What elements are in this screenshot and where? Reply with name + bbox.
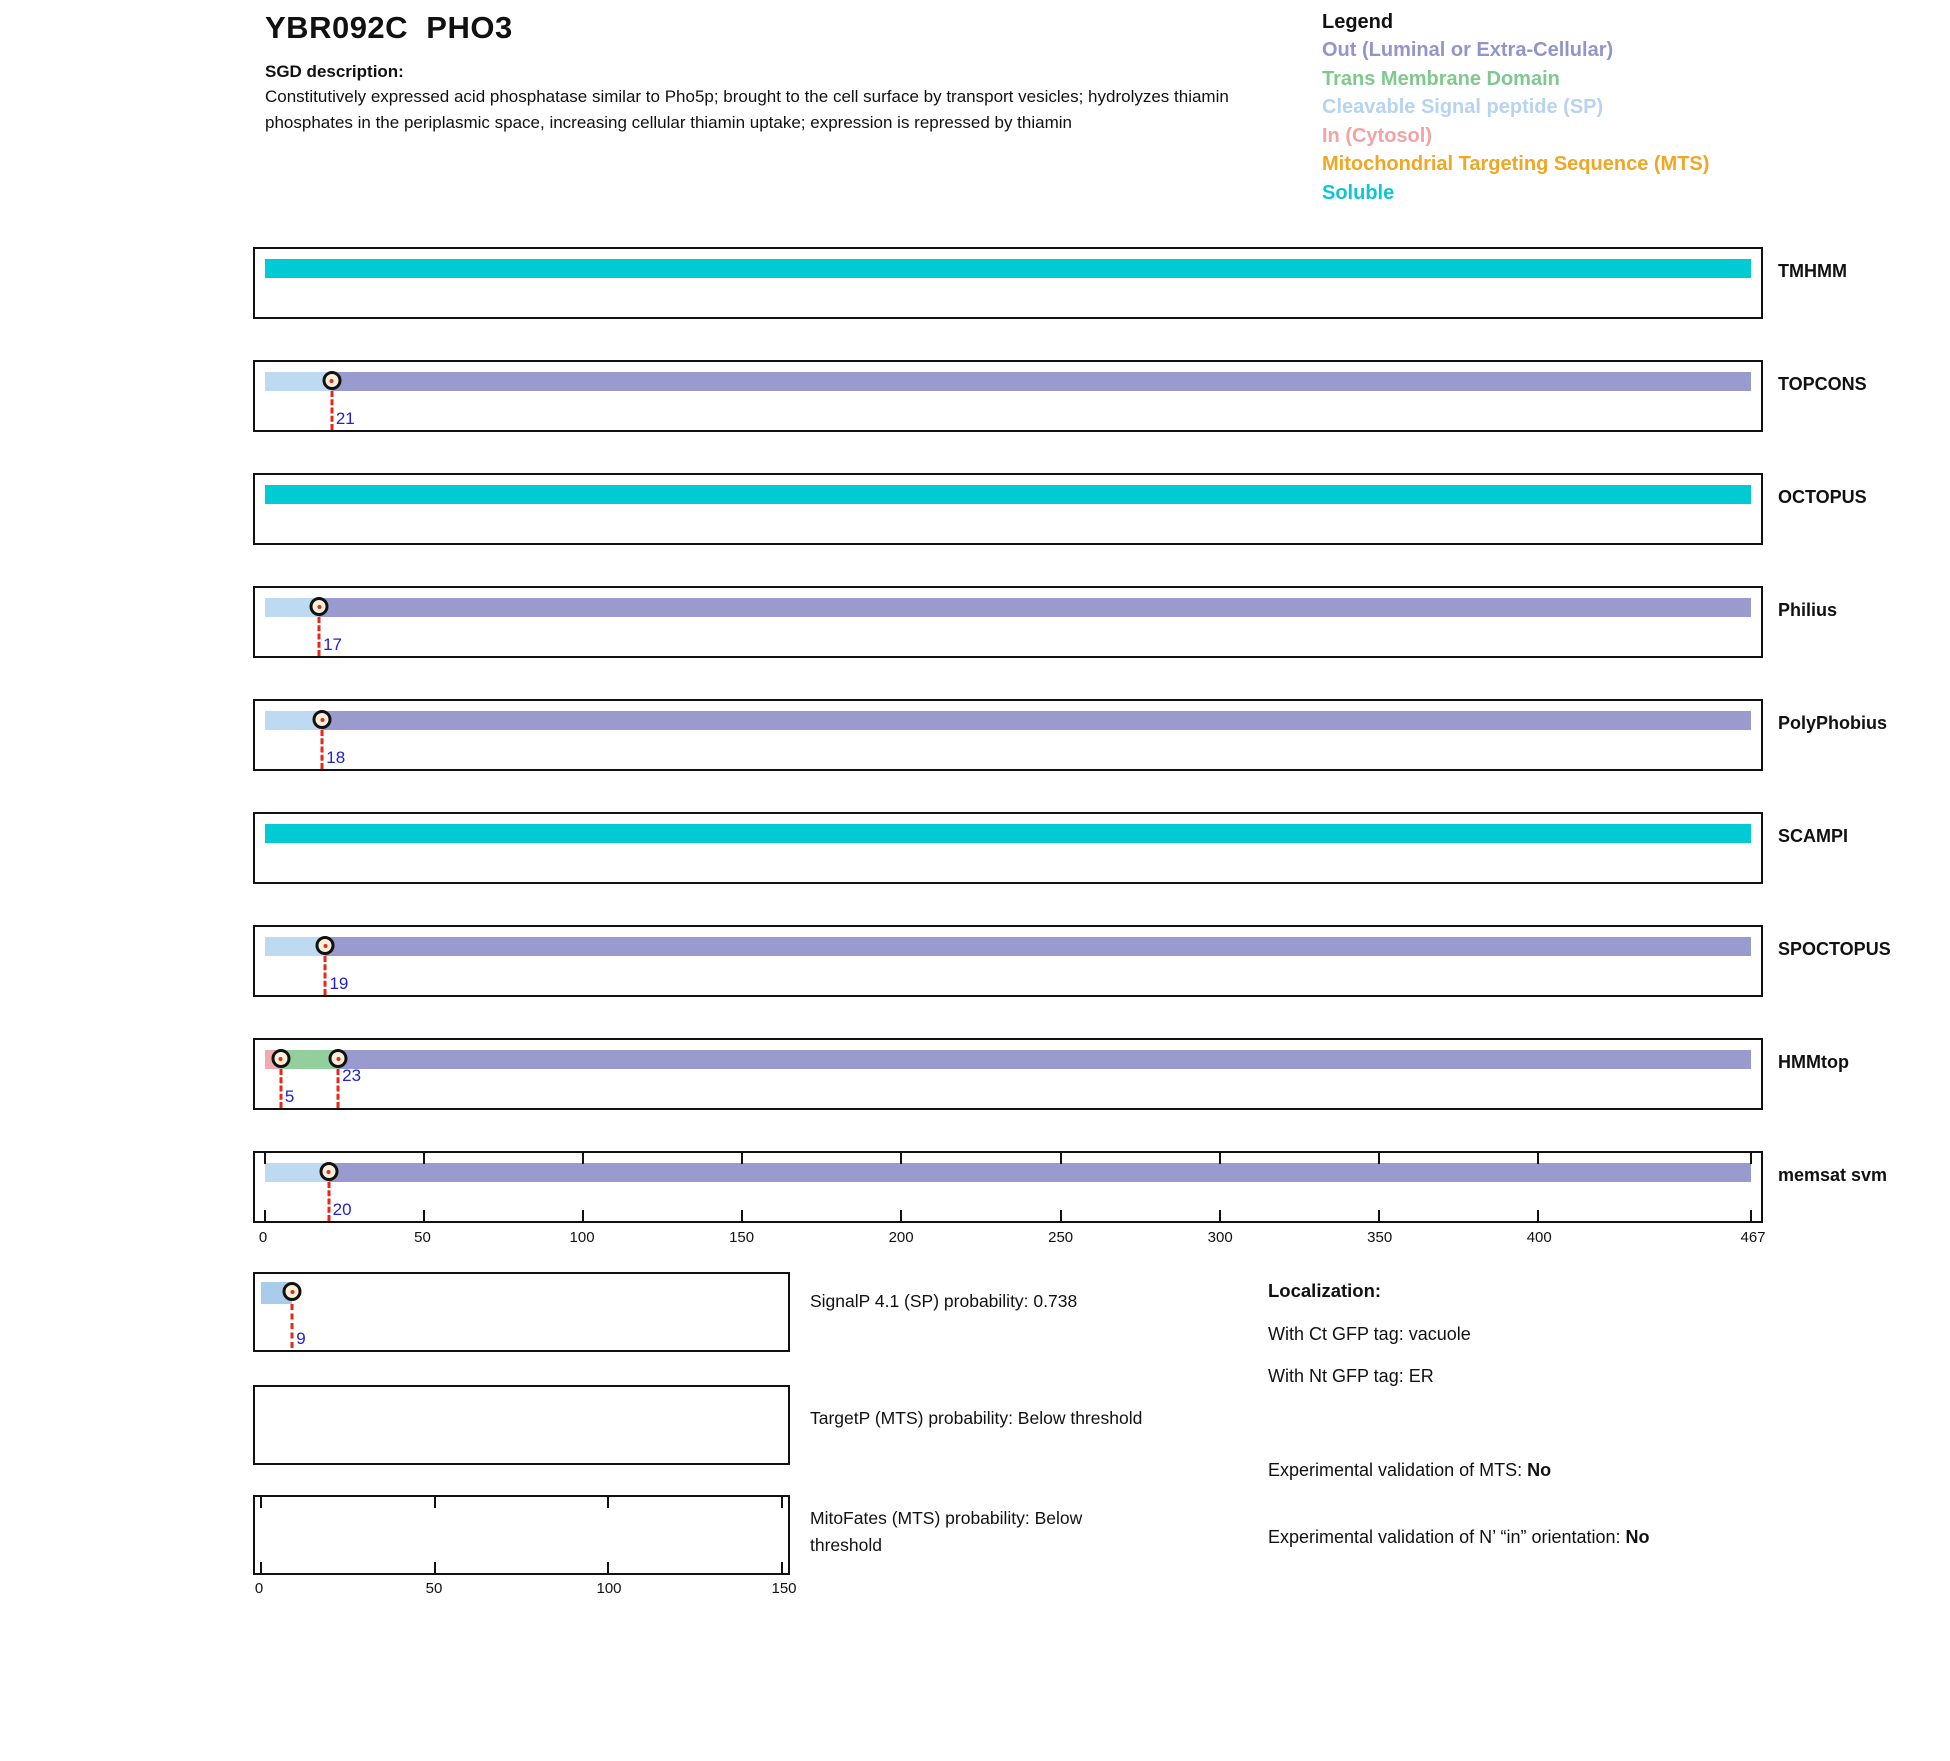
marker-position-label: 9 — [296, 1329, 306, 1348]
cleavage-site-marker-icon — [310, 597, 329, 616]
cleavage-site-marker-icon — [316, 936, 335, 955]
scale-tick — [900, 1210, 902, 1221]
scale-tick — [434, 1562, 436, 1573]
track-label: TOPCONS — [1778, 374, 1867, 394]
plot-box-signalp — [253, 1272, 790, 1352]
mts-validation-label: Experimental validation of MTS: — [1268, 1460, 1528, 1480]
nin-validation-line — [1268, 1527, 1650, 1548]
nin-validation-value: No — [1625, 1527, 1650, 1547]
marker-center-dot — [323, 944, 327, 948]
legend-item-out: Out (Luminal or Extra-Cellular) — [1322, 39, 1614, 61]
track-scale — [265, 362, 1751, 430]
track-row-memsat-svm — [253, 1151, 1950, 1223]
track-scale — [265, 701, 1751, 769]
plot-caption-mitofates: MitoFates (MTS) probability: Below threshold — [810, 1508, 1083, 1555]
plot-caption-signalp: SignalP 4.1 (SP) probability: 0.738 — [810, 1291, 1078, 1311]
localization-nt-line: With Nt GFP tag: ER — [1268, 1366, 1434, 1386]
axis-tick-label: 50 — [414, 1229, 431, 1246]
axis-tick-label: 350 — [1367, 1229, 1393, 1246]
plot-scale — [261, 1387, 782, 1463]
cleavage-site-marker-icon — [322, 371, 341, 390]
track-row-tmhmm — [253, 247, 1950, 319]
track-label: memsat svm — [1778, 1165, 1888, 1185]
track-box — [253, 473, 1763, 545]
track-row-philius — [253, 586, 1950, 658]
marker-drop-line — [337, 1069, 340, 1108]
scale-tick — [1750, 1153, 1752, 1164]
legend-heading: Legend — [1322, 11, 1394, 33]
scale-tick — [1378, 1210, 1380, 1221]
marker-position-label: 17 — [323, 635, 343, 654]
marker-drop-line — [321, 730, 324, 769]
scale-tick — [260, 1562, 262, 1573]
marker-position-label: 19 — [329, 974, 349, 993]
cleavage-site-marker-icon — [283, 1282, 302, 1301]
marker-drop-line — [318, 617, 321, 656]
segment-soluble — [265, 824, 1751, 843]
cleavage-site-marker-icon — [313, 710, 332, 729]
scale-tick — [1750, 1210, 1752, 1221]
scale-tick — [264, 1153, 266, 1164]
localization-ct-line: With Ct GFP tag: vacuole — [1268, 1324, 1471, 1344]
axis-tick-label: 400 — [1526, 1229, 1552, 1246]
axis-tick-label: 467 — [1740, 1229, 1766, 1246]
track-box — [253, 699, 1763, 771]
legend-item-in: In (Cytosol) — [1322, 124, 1432, 147]
legend — [1322, 8, 1709, 207]
marker-position-label: 5 — [284, 1087, 295, 1106]
localization-heading: Localization: — [1268, 1280, 1382, 1301]
sgd-description-heading: SGD description: — [265, 62, 404, 81]
scale-tick — [434, 1497, 436, 1508]
track-box — [253, 360, 1763, 432]
marker-center-dot — [327, 1170, 331, 1174]
segment-out — [329, 1163, 1751, 1182]
bottom-axis-tick-label: 0 — [254, 1580, 264, 1597]
axis-tick-label: 300 — [1207, 1229, 1233, 1246]
plot-box-mitofates — [253, 1495, 790, 1575]
scale-tick — [1060, 1210, 1062, 1221]
track-box — [253, 812, 1763, 884]
mts-validation-line — [1268, 1460, 1551, 1481]
legend-item-soluble: Soluble — [1322, 181, 1395, 204]
track-scale — [265, 814, 1751, 882]
axis-tick-label: 100 — [569, 1229, 595, 1246]
segment-out — [338, 1050, 1751, 1069]
bottom-axis-tick-label: 150 — [771, 1580, 797, 1597]
marker-position-label: 18 — [326, 748, 346, 767]
scale-tick — [582, 1153, 584, 1164]
page-title: YBR092C PHO3 — [265, 10, 513, 45]
marker-drop-line — [324, 956, 327, 995]
marker-center-dot — [330, 379, 334, 383]
track-row-topcons — [253, 360, 1950, 432]
scale-tick — [781, 1497, 783, 1508]
track-row-scampi — [253, 812, 1950, 884]
legend-item-tm: Trans Membrane Domain — [1322, 67, 1560, 90]
track-scale — [265, 475, 1751, 543]
scale-tick — [1537, 1210, 1539, 1221]
scale-tick — [1219, 1153, 1221, 1164]
scale-tick — [741, 1153, 743, 1164]
plot-caption-targetp: TargetP (MTS) probability: Below threshold — [810, 1408, 1143, 1428]
track-scale — [265, 249, 1751, 317]
plot-scale — [261, 1497, 782, 1573]
probability-axis — [254, 1580, 797, 1600]
track-label: HMMtop — [1778, 1052, 1849, 1072]
scale-tick — [607, 1497, 609, 1508]
track-row-spoctopus — [253, 925, 1950, 997]
marker-center-dot — [290, 1290, 294, 1294]
track-row-hmmtop — [253, 1038, 1950, 1110]
track-box — [253, 247, 1763, 319]
scale-tick — [781, 1562, 783, 1573]
track-label: TMHMM — [1778, 261, 1847, 281]
axis-tick-label: 0 — [258, 1229, 268, 1246]
scale-tick — [1060, 1153, 1062, 1164]
plot-box-targetp — [253, 1385, 790, 1465]
track-scale — [265, 1153, 1751, 1221]
scale-tick — [264, 1210, 266, 1221]
segment-soluble — [265, 485, 1751, 504]
marker-drop-line — [279, 1069, 282, 1108]
track-label: SCAMPI — [1778, 826, 1849, 846]
track-label: PolyPhobius — [1778, 713, 1888, 733]
scale-tick — [260, 1497, 262, 1508]
axis-tick-label: 250 — [1048, 1229, 1074, 1246]
scale-tick — [900, 1153, 902, 1164]
marker-center-dot — [336, 1057, 340, 1061]
marker-position-label: 23 — [342, 1066, 362, 1085]
cleavage-site-marker-icon — [319, 1162, 338, 1181]
track-box — [253, 1151, 1763, 1223]
track-box — [253, 925, 1763, 997]
track-label: OCTOPUS — [1778, 487, 1867, 507]
sgd-description: Constitutively expressed acid phosphatase similar to Pho5p; brought to the cell surface by transport vesicles; hydrolyzes thiamin phosphates in the periplasmic space, increasing cellular thiamin uptake; expression is repressed by thiamin — [265, 87, 1229, 132]
scale-tick — [582, 1210, 584, 1221]
plot-scale — [261, 1274, 782, 1350]
residue-axis — [258, 1229, 1766, 1249]
scale-tick — [1537, 1153, 1539, 1164]
marker-center-dot — [279, 1057, 283, 1061]
track-scale — [265, 588, 1751, 656]
track-label: SPOCTOPUS — [1778, 939, 1891, 959]
axis-tick-label: 200 — [888, 1229, 914, 1246]
scale-tick — [741, 1210, 743, 1221]
marker-drop-line — [330, 391, 333, 430]
track-row-octopus — [253, 473, 1950, 545]
scale-tick — [1378, 1153, 1380, 1164]
marker-drop-line — [291, 1304, 294, 1348]
marker-center-dot — [317, 605, 321, 609]
scale-tick — [423, 1153, 425, 1164]
marker-position-label: 21 — [335, 409, 355, 428]
segment-soluble — [265, 259, 1751, 278]
scale-tick — [1219, 1210, 1221, 1221]
track-scale — [265, 1040, 1751, 1108]
segment-out — [322, 711, 1751, 730]
marker-position-label: 20 — [332, 1200, 352, 1219]
scale-tick — [607, 1562, 609, 1573]
track-label: Philius — [1778, 600, 1838, 620]
cleavage-site-marker-icon — [271, 1049, 290, 1068]
bottom-axis-tick-label: 100 — [596, 1580, 622, 1597]
nin-validation-label: Experimental validation of N’ “in” orientation: — [1268, 1527, 1626, 1547]
track-scale — [265, 927, 1751, 995]
mts-validation-value: No — [1527, 1460, 1552, 1480]
axis-tick-label: 150 — [729, 1229, 755, 1246]
marker-center-dot — [320, 718, 324, 722]
segment-out — [325, 937, 1751, 956]
marker-drop-line — [327, 1182, 330, 1221]
track-box — [253, 1038, 1763, 1110]
segment-out — [319, 598, 1751, 617]
legend-item-sp: Cleavable Signal peptide (SP) — [1322, 96, 1604, 118]
scale-tick — [423, 1210, 425, 1221]
legend-item-mts: Mitochondrial Targeting Sequence (MTS) — [1322, 153, 1710, 175]
track-box — [253, 586, 1763, 658]
bottom-axis-tick-label: 50 — [425, 1580, 443, 1597]
segment-out — [332, 372, 1751, 391]
track-row-polyphobius — [253, 699, 1950, 771]
